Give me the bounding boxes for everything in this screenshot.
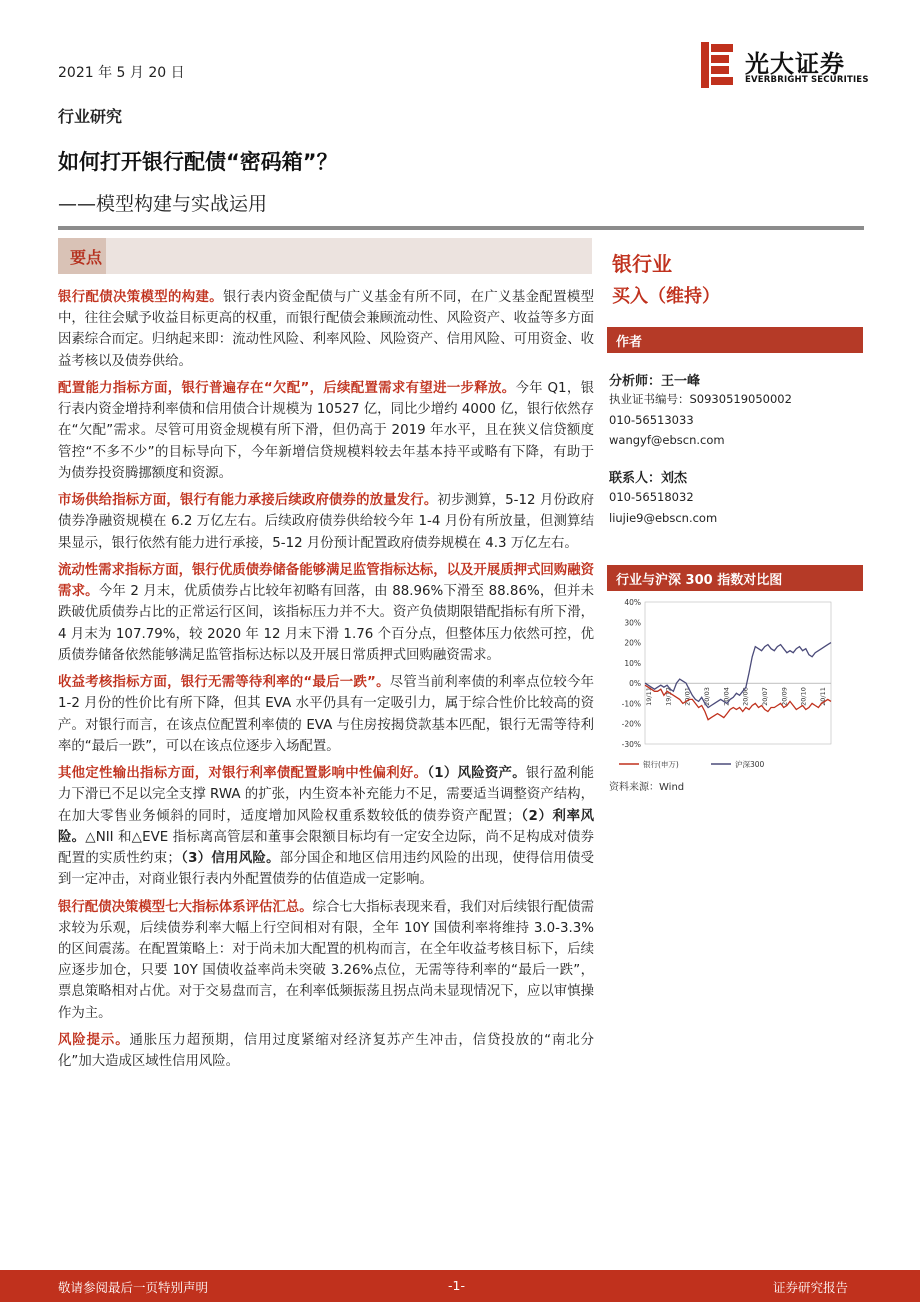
chart-y-tick-label: -10% [621, 699, 641, 709]
report-category: 行业研究 [58, 107, 123, 126]
chart-y-tick-label: -20% [621, 719, 641, 729]
footer-disclaimer: 敬请参阅最后一页特别声明 [58, 1280, 209, 1295]
paragraph-text: 通胀压力超预期，信用过度紧缩对经济复苏产生冲击，信贷投放的“南北分化”加大造成区域性信用风险。 [58, 1033, 595, 1070]
paragraph-lead: 风险提示。 [58, 1033, 130, 1049]
analyst-phone: 010-56513033 [609, 413, 694, 427]
paragraph-text: △NII 和△EVE 指标离高管层和董事会限额目标均有一定安全边际，尚不足构成对债券配置的实质性约束； [58, 829, 595, 867]
paragraph-text: 尽管当前利率债的利率点位较今年 1-2 月份的性价比有所下降，但其 EVA 水平仍具有一定吸引力，属于综合性价比较高的资产。对银行而言，在该点位配置利率债的 EVA 与住房按揭贷款基本匹配，银行无需等待利率的“最后一跌”，可以在该点位逐步入场配置。 [58, 675, 595, 754]
report-subtitle: ——模型构建与实战运用 [58, 193, 268, 215]
paragraph-model [58, 287, 594, 372]
industry-name: 银行业 [612, 252, 672, 276]
page-footer [0, 1270, 920, 1302]
author-section-header [607, 327, 863, 353]
paragraph-risk [58, 1030, 594, 1072]
paragraph-liquidity [58, 560, 594, 666]
contact-phone: 010-56518032 [609, 490, 694, 504]
chart-y-tick-label: 10% [624, 658, 641, 668]
analyst-email[interactable]: wangyf@ebscn.com [609, 433, 725, 447]
logo-name-cn: 光大证券 [745, 50, 845, 78]
paragraph-text: （3） [180, 851, 212, 867]
contact-email[interactable]: liujie9@ebscn.com [609, 511, 718, 525]
analyst-name: 分析师：王一峰 [609, 374, 701, 389]
chart-plot-frame [645, 602, 831, 744]
company-logo [697, 40, 867, 92]
paragraph-text: 初步测算，5-12 月份政府债券净融资规模在 6.2 万亿左右。后续政府债券供给较今年 1-4 月份有所放量，但测算结果显示，银行依然有能力进行承接，5-12 月份预计配置政府债券规模在 4.3 万亿左右。 [58, 493, 595, 551]
key-points-label: 要点 [70, 248, 103, 267]
chart-y-tick-label: 20% [624, 638, 641, 648]
paragraph-text: 银行盈利能力下滑已不足以完全支撑 RWA 的扩张，内生资本补充能力不足，需要适当调整资产结构，在加大零售业务倾斜的同时，适度增加风险权重系数较低的债券资产配置； [58, 766, 595, 824]
chart-x-tick-label: 19/11 [645, 687, 653, 706]
paragraph-text: 综合七大指标表现来看，我们对后续银行配债需求较为乐观，后续债券利率大幅上行空间相对有限，全年 10Y 国债利率将维持 3.0-3.3%的区间震荡。在配置策略上：对于尚未加大配置的机构而言，在全年收益考核目标下，后续应逐步加仓，只要 10Y 国债收益率尚未突破 3.26%点位，无需等待利率的“最后一跌”，票息策略相对占优。对于交易盘而言，在利率低频振荡且拐点尚未显现情况下，应以审慎操作为主。 [58, 899, 595, 1021]
paragraph-text: （1） [427, 766, 458, 782]
footer-report-type: 证券研究报告 [773, 1280, 849, 1295]
contact-name: 联系人：刘杰 [609, 471, 688, 486]
paragraph-text: 部分国企和地区信用违约风险的出现，使得信用债受到一定冲击，对商业银行表内外配置债券的估值造成一定影响。 [58, 851, 595, 888]
key-points-header [58, 238, 592, 274]
chart-section-header [607, 565, 863, 591]
logo-name-en: EVERBRIGHT SECURITIES [745, 75, 869, 85]
chart-x-tick-label: 19/12 [664, 687, 673, 706]
paragraph-lead: 银行配债决策模型的构建。 [58, 290, 224, 305]
chart-source: 资料来源：Wind [609, 782, 685, 793]
chart-y-tick-label: 40% [624, 598, 641, 607]
footer-page-number: -1- [448, 1278, 465, 1293]
paragraph-lead: 配置能力指标方面，银行普遍存在“欠配”，后续配置需求有望进一步释放。 [58, 381, 516, 396]
paragraph-lead: 收益考核指标方面，银行无需等待利率的“最后一跌”。 [58, 675, 390, 691]
paragraph-lead: 市场供给指标方面，银行有能力承接后续政府债券的放量发行。 [58, 493, 438, 509]
chart-x-tick-label: 20/04 [722, 687, 731, 706]
chart-x-tick-label: 20/10 [799, 687, 808, 706]
paragraph-text: （2） [520, 808, 553, 824]
paragraph-supply [58, 490, 594, 554]
chart-x-tick-label: 20/01 [683, 687, 692, 706]
report-date: 2021 年 5 月 20 日 [58, 65, 185, 81]
paragraph-return [58, 672, 594, 757]
paragraph-qualitative [58, 763, 594, 890]
author-section-label: 作者 [616, 335, 643, 350]
paragraph-text: 今年 2 月末，优质债券占比较年初略有回落，由 88.96%下滑至 88.86%，但并未跌破优质债券占比的正常运行区间，该指标压力并不大。资产负债期限错配指标有所下滑，4 月末为 107.79%，较 2020 年 12 月末下滑 1.76 个百分点，但整体压力依然可控，优质债券储备依然能够满足监管指标达标以及开展日常质押式回购融资需求。 [58, 584, 594, 663]
paragraph-text: 银行表内资金配债与广义基金有所不同，在广义基金配置模型中，往往会赋予收益目标更高的权重，而银行配债会兼顾流动性、风险资产、收益等多方面因素综合而定。归纳起来即：流动性风险、利率风险、风险资产、信用风险、可用资金、收益考核以及债券供给。 [58, 290, 595, 369]
chart-y-tick-label: 0% [629, 679, 641, 689]
chart-y-tick-label: 30% [624, 618, 641, 628]
chart-x-tick-label: 20/03 [703, 687, 711, 706]
chart-x-tick-label: 20/06 [741, 687, 750, 706]
paragraph-lead: 银行配债决策模型七大指标体系评估汇总。 [58, 899, 313, 915]
paragraph-lead: 流动性需求指标方面，银行优质债券储备能够满足监管指标达标，以及开展质押式回购融资需求。 [58, 563, 594, 600]
paragraph-bold: 信用风险。 [211, 851, 280, 867]
index-comparison-chart [607, 594, 865, 774]
paragraph-bold: 利率风险。 [58, 808, 594, 845]
chart-legend-label: 沪深300 [735, 760, 765, 769]
everbright-logo-icon [697, 40, 737, 90]
paragraph-lead: 其他定性输出指标方面，对银行利率债配置影响中性偏利好。 [58, 766, 428, 782]
paragraph-bold: 风险资产。 [457, 766, 526, 782]
chart-section-label: 行业与沪深 300 指数对比图 [616, 573, 783, 588]
investment-rating: 买入（维持） [612, 286, 720, 307]
chart-x-tick-label: 20/07 [761, 687, 769, 706]
key-points-body [58, 287, 594, 1079]
chart-x-tick-label: 20/11 [819, 687, 827, 706]
chart-legend-label: 银行(申万) [643, 760, 679, 769]
analyst-cert: 执业证书编号：S0930519050002 [609, 392, 792, 406]
report-title: 如何打开银行配债“密码箱”？ [58, 150, 338, 174]
paragraph-summary [58, 897, 594, 1024]
paragraph-capacity [58, 378, 594, 484]
title-divider [58, 226, 864, 230]
chart-x-tick-label: 20/09 [780, 687, 789, 706]
chart-y-tick-label: -30% [621, 740, 641, 749]
paragraph-text: 今年 Q1，银行表内资金增持利率债和信用债合计规模为 10527 亿，同比少增约 4000 亿，银行依然存在“欠配”需求。尽管可用资金规模有所下滑，但仍高于 2019 年水平，且在狭义信贷额度管控“不多不少”的目标导向下，今年新增信贷规模料较去年基本持平或略有下降，有助于为债券投资腾挪额度和资源。 [58, 381, 594, 481]
